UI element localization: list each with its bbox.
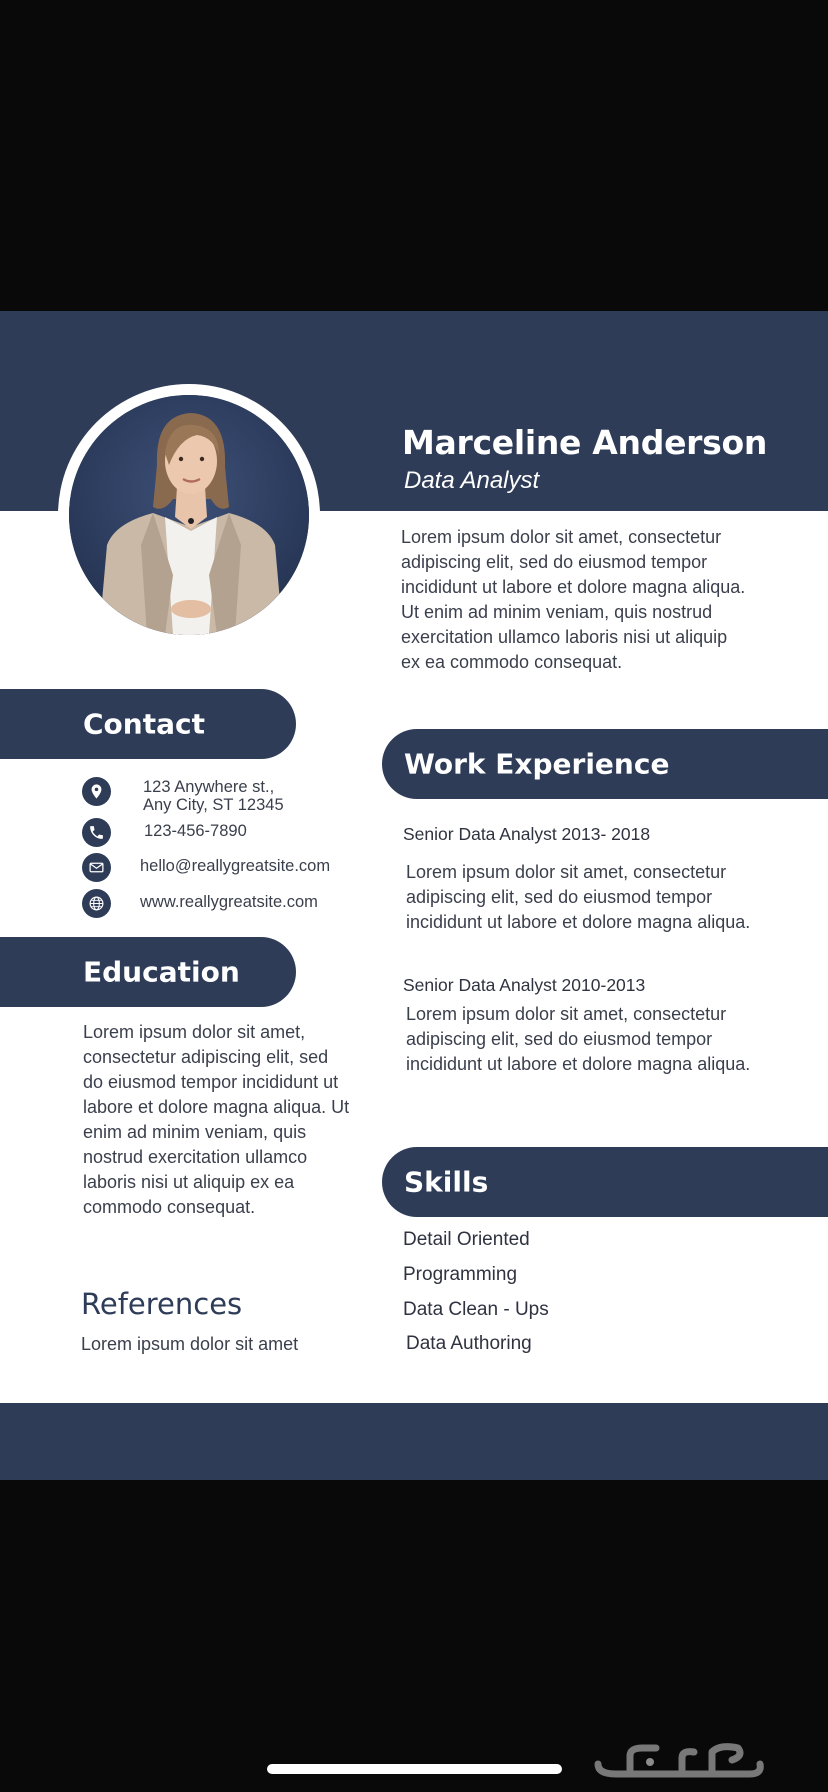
haraj-watermark-logo bbox=[590, 1734, 768, 1782]
profile-summary: Lorem ipsum dolor sit amet, consectetur adipiscing elit, sed do eiusmod tempor incididunt ut labore et dolore magna aliqua. Ut enim ad minim veniam, quis nostrud exercitation ullamco laboris nisi ut aliquip ex ea commodo consequat. bbox=[401, 527, 746, 672]
education-description: Lorem ipsum dolor sit amet, consectetur adipiscing elit, sed do eiusmod tempor incididunt ut labore et dolore magna aliqua. Ut enim ad minim veniam, quis nostrud exercitation ullamco laboris nisi ut aliquip ex ea commodo consequat. bbox=[83, 1022, 350, 1217]
job-title: Senior Data Analyst 2013- 2018 bbox=[403, 824, 651, 844]
job-title: Senior Data Analyst 2010-2013 bbox=[403, 975, 646, 995]
education-section-header bbox=[0, 937, 296, 1007]
work-experience-section-header bbox=[382, 729, 828, 799]
portrait-image bbox=[69, 395, 309, 635]
skill-item: Data Clean - Ups bbox=[403, 1299, 549, 1320]
location-pin-icon bbox=[82, 777, 111, 806]
phone-icon bbox=[82, 818, 111, 847]
resume-document bbox=[0, 311, 828, 1480]
address-line-2: Any City, ST 12345 bbox=[143, 796, 284, 814]
contact-phone: 123-456-7890 bbox=[144, 822, 247, 840]
work-experience-heading: Work Experience bbox=[404, 747, 670, 781]
profile-photo-frame bbox=[58, 384, 320, 646]
skills-heading: Skills bbox=[404, 1165, 489, 1199]
education-heading: Education bbox=[83, 955, 240, 989]
job-description: Lorem ipsum dolor sit amet, consectetur adipiscing elit, sed do eiusmod tempor incididunt ut labore et dolore magna aliqua. bbox=[406, 862, 751, 932]
skills-section-header bbox=[382, 1147, 828, 1217]
globe-icon bbox=[82, 889, 111, 918]
profile-photo bbox=[69, 395, 309, 635]
contact-website: www.reallygreatsite.com bbox=[140, 893, 318, 911]
contact-section-header bbox=[0, 689, 296, 759]
footer-band bbox=[0, 1403, 828, 1480]
home-indicator-bar[interactable] bbox=[267, 1764, 562, 1774]
contact-heading: Contact bbox=[83, 707, 205, 741]
references-heading: References bbox=[81, 1287, 243, 1321]
address-line-1: 123 Anywhere st., bbox=[143, 778, 275, 796]
person-name: Marceline Anderson bbox=[402, 423, 768, 462]
skill-item: Programming bbox=[403, 1264, 518, 1285]
contact-email: hello@reallygreatsite.com bbox=[140, 857, 331, 875]
contact-address bbox=[143, 778, 284, 814]
skill-item: Detail Oriented bbox=[403, 1229, 530, 1250]
mail-icon bbox=[82, 853, 111, 882]
references-text: Lorem ipsum dolor sit amet bbox=[81, 1334, 299, 1354]
skill-item: Data Authoring bbox=[406, 1333, 532, 1354]
person-title: Data Analyst bbox=[404, 467, 540, 494]
job-description: Lorem ipsum dolor sit amet, consectetur adipiscing elit, sed do eiusmod tempor incididunt ut labore et dolore magna aliqua. bbox=[406, 1004, 751, 1074]
